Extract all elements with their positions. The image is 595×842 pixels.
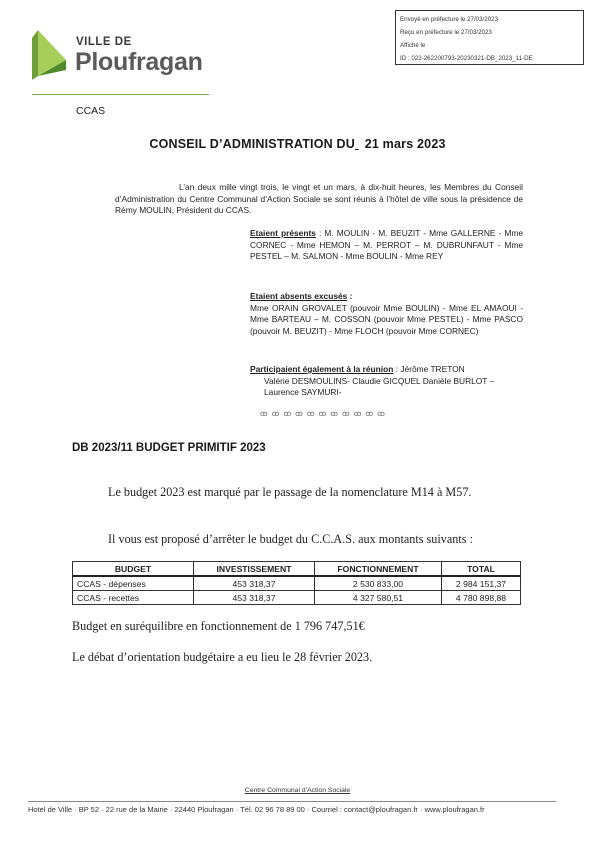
prefecture-stamp	[395, 10, 584, 65]
stamp-received-line: Reçu en préfecture le 27/03/2023	[400, 29, 492, 36]
surplus-sentence: Budget en suréquilibre en fonctionnement de 1 796 747,51€	[72, 619, 365, 633]
cell-fonctionnement: 4 327 580,51	[315, 591, 442, 605]
cell-label: CCAS - recettes	[73, 591, 194, 605]
cell-label: CCAS - dépenses	[73, 576, 194, 591]
stamp-posted-line: Affiché le	[400, 42, 426, 49]
present-label: Etaient présents	[250, 228, 316, 238]
ccas-label: CCAS	[76, 105, 106, 117]
stamp-sent-line: Envoyé en préfecture le 27/03/2023	[400, 16, 499, 23]
header-total: TOTAL	[442, 562, 521, 577]
footer-organization: Centre Communal d’Action Sociale	[244, 787, 351, 794]
absent-members	[250, 291, 523, 337]
debate-sentence: Le débat d’orientation budgétaire a eu lieu le 28 février 2023.	[72, 650, 373, 664]
budget-table	[72, 561, 521, 605]
cell-total: 2 984 151,37	[442, 576, 521, 591]
header-investissement: INVESTISSEMENT	[194, 562, 315, 577]
cell-investissement: 453 318,37	[194, 576, 315, 591]
table-row	[73, 591, 521, 605]
cell-fonctionnement: 2 530 833,00	[315, 576, 442, 591]
absent-label: Etaient absents excusés	[250, 291, 348, 301]
present-members	[250, 228, 523, 263]
logo-divider	[32, 94, 209, 95]
logo-town-name: Ploufragan	[75, 48, 203, 76]
cell-investissement: 453 318,37	[194, 591, 315, 605]
logo-ville-de: VILLE DE	[76, 36, 132, 48]
ploufragan-logo-icon	[32, 30, 68, 82]
absent-list: Mme ORAIN GROVALET (pouvoir Mme BOULIN) - Mme EL AMAOUI - Mme BARTEAU – M. COSSON (pouvoir Mme PESTEL) - Mme PASCO (pouvoir M. BEUZIT) - Mme FLOCH (pouvoir Mme CORNEC)	[250, 302, 523, 336]
proposal-sentence: Il vous est proposé d’arrêter le budget du C.C.A.S. aux montants suivants :	[108, 532, 473, 546]
stamp-id-line: ID : 022-262200793-20230321-DB_2023_11-DE	[400, 55, 533, 62]
absent-colon: :	[347, 291, 353, 301]
intro-paragraph: L’an deux mille vingt trois, le vingt et un mars, à dix-huit heures, les Membres du Conseil d’Administration du Centre Communal d’Action Sociale se sont réunis à l’hôtel de ville sous la présidence de Rémy MOULIN, Président du CCAS.	[115, 182, 523, 215]
document-title	[0, 137, 595, 151]
section-title: DB 2023/11 BUDGET PRIMITIF 2023	[72, 442, 266, 454]
cell-total: 4 780 898,88	[442, 591, 521, 605]
decorative-separator: ꝏ ꝏ ꝏ ꝏ ꝏ ꝏ ꝏ ꝏ ꝏ ꝏ ꝏ	[260, 409, 386, 418]
title-date: 21 mars 2023	[364, 137, 446, 151]
participants-label: Participaient également à la réunion	[250, 364, 394, 374]
title-main: CONSEIL D’ADMINISTRATION DU	[149, 137, 355, 151]
table-row	[73, 576, 521, 591]
participants-line1: : Jérôme TRETON	[393, 364, 465, 374]
footer-contact: Hotel de Ville · BP 52 · 22 rue de la Mairie · 22440 Ploufragan · Tél. 02 96 78 89 00 · Courriel : contact@ploufragan.fr · www.ploufragan.fr	[28, 805, 485, 814]
footer-divider	[28, 801, 556, 802]
table-header-row	[73, 562, 521, 577]
participants-line2: Valérie DESMOULINS- Claudie GICQUEL Danièle BURLOT – Laurence SAYMURI-	[264, 375, 495, 397]
participants	[250, 364, 523, 399]
header-budget: BUDGET	[73, 562, 194, 577]
present-list: : M. MOULIN - M. BEUZIT - Mme GALLERNE - Mme CORNEC - Mme HEMON – M. PERROT – M. DUBRUNFAUT - Mme PESTEL – M. SALMON - Mme BOULIN - Mme REY	[250, 228, 523, 261]
header-fonctionnement: FONCTIONNEMENT	[315, 562, 442, 577]
nomenclature-sentence: Le budget 2023 est marqué par le passage de la nomenclature M14 à M57.	[108, 485, 472, 499]
